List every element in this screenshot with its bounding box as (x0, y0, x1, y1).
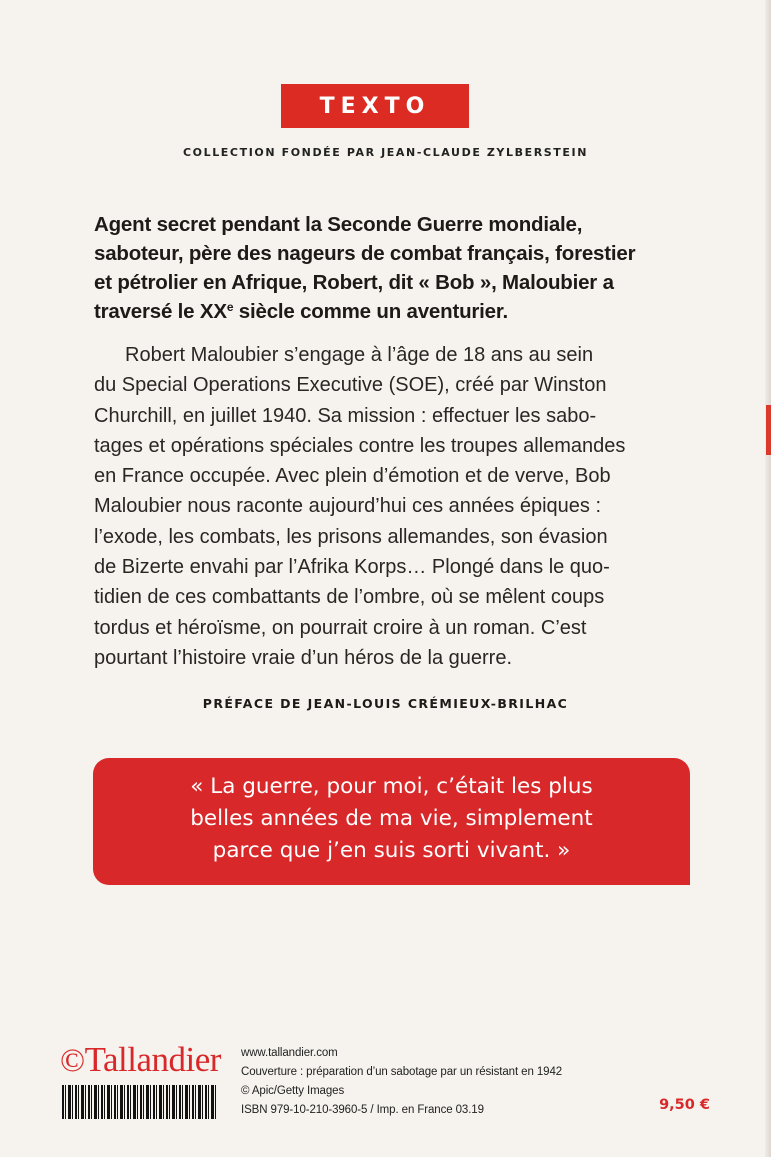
blurb-line: en France occupée. Avec plein d’émotion et de verve, Bob (94, 465, 611, 488)
lead-line: saboteur, père des nageurs de combat français, forestier (94, 242, 636, 265)
series-badge (281, 84, 469, 128)
quote-box (93, 758, 690, 885)
blurb-line: Churchill, en juillet 1940. Sa mission : effectuer les sabo- (94, 404, 597, 427)
blurb-paragraph (94, 340, 694, 673)
blurb-line: pourtant l’histoire vraie d’un héros de la guerre. (94, 646, 513, 669)
quote-line: « La guerre, pour moi, c’était les plus (190, 774, 593, 799)
blurb-line: tages et opérations spéciales contre les troupes allemandes (94, 434, 626, 457)
lead-line: Agent secret pendant la Seconde Guerre mondiale, (94, 213, 583, 236)
publisher-logo (60, 1040, 221, 1081)
quote-line: belles années de ma vie, simplement (190, 806, 593, 831)
lead-text: traversé le XX (94, 300, 227, 323)
spine-red-mark (766, 405, 771, 455)
blurb-line: de Bizerte envahi par l’Afrika Korps… Plongé dans le quo- (94, 556, 610, 579)
spine-edge (765, 0, 771, 1157)
publisher-logo-mark: © (60, 1043, 85, 1079)
lead-line: et pétrolier en Afrique, Robert, dit « Bob », Maloubier a (94, 271, 614, 294)
lead-line (94, 297, 694, 326)
blurb-line: l’exode, les combats, les prisons allemandes, son évasion (94, 525, 608, 548)
lead-text: siècle comme un aventurier. (233, 300, 509, 323)
isbn-line: ISBN 979-10-210-3960-5 / Imp. en France 03.19 (241, 1104, 484, 1116)
barcode (62, 1085, 218, 1119)
blurb-line: Robert Maloubier s’engage à l’âge de 18 ans au sein (125, 344, 594, 366)
series-badge-label: TEXTO (319, 93, 431, 119)
photo-credit: © Apic/Getty Images (241, 1085, 345, 1097)
publisher-logo-name: Tallandier (84, 1040, 221, 1079)
blurb-line: tordus et héroïsme, on pourrait croire à un roman. C’est (94, 616, 587, 639)
lead-paragraph (94, 210, 694, 326)
preface-credit: PRÉFACE DE JEAN-LOUIS CRÉMIEUX-BRILHAC (202, 696, 569, 711)
century-superscript: e (226, 300, 234, 314)
collection-line: COLLECTION FONDÉE PAR JEAN-CLAUDE ZYLBERSTEIN (182, 146, 589, 159)
cover-credit: Couverture : préparation d’un sabotage par un résistant en 1942 (241, 1066, 563, 1078)
blurb-line: Maloubier nous raconte aujourd’hui ces années épiques : (94, 495, 602, 518)
quote-line: parce que j’en suis sorti vivant. » (212, 838, 571, 863)
credits-block (241, 1044, 621, 1120)
blurb-line: tidien de ces combattants de l’ombre, où se mêlent coups (94, 586, 605, 609)
publisher-website: www.tallandier.com (241, 1047, 338, 1059)
price-tag: 9,50 € (659, 1097, 710, 1113)
blurb-line: du Special Operations Executive (SOE), créé par Winston (94, 374, 607, 397)
